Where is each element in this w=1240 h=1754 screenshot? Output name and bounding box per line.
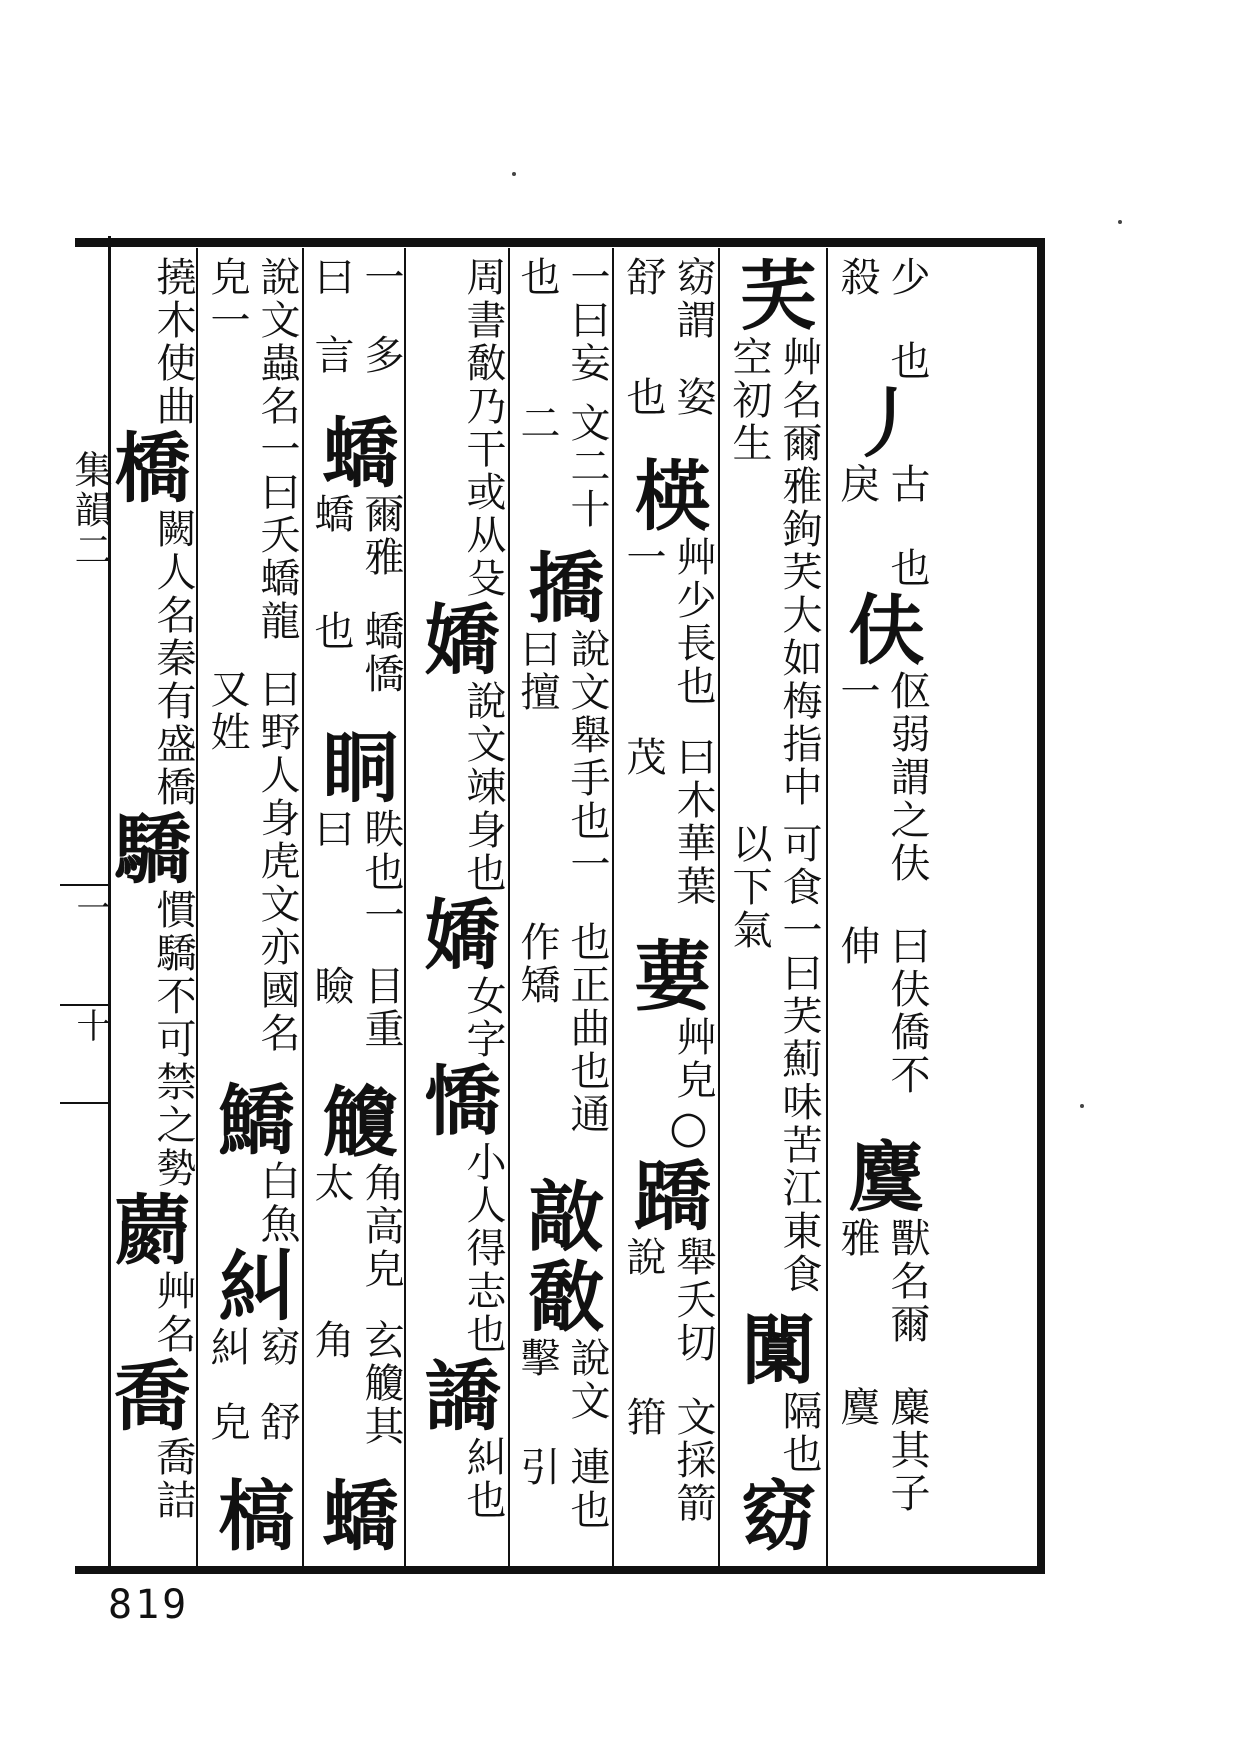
gloss-line: 說文竦	[460, 680, 506, 809]
text-column	[94, 256, 198, 1556]
gloss-line: 禁之勢	[150, 1061, 196, 1190]
gloss	[668, 1016, 718, 1102]
gloss-line: 字	[460, 1018, 506, 1061]
gloss-line: 舒皃	[204, 1401, 300, 1445]
gloss-line: 皃	[670, 1059, 716, 1102]
gloss-line: 艸	[150, 1270, 196, 1313]
gloss-line: 蟜憍也	[308, 610, 404, 697]
gloss-line: 身也	[460, 809, 506, 895]
gloss	[306, 1162, 406, 1476]
gloss-line: 也	[884, 340, 930, 384]
headword: 觼	[310, 1082, 399, 1163]
gloss-line: 目重瞼	[308, 964, 404, 1051]
gloss	[832, 670, 932, 1136]
gloss-line: 喬	[150, 1436, 196, 1479]
headword: 糾	[206, 1246, 295, 1327]
headword: 蘮	[102, 1190, 191, 1270]
headword: 憍	[412, 1061, 501, 1141]
gloss	[458, 256, 508, 600]
text-column	[198, 256, 302, 1556]
gloss-line: 文二十二	[514, 402, 610, 532]
gloss-line: 窈謂舒	[620, 256, 716, 342]
scan-speck	[1118, 220, 1122, 224]
gloss-line: 名	[150, 1313, 196, 1356]
margin-section-number: 一	[70, 890, 110, 924]
headword: 闑	[728, 1310, 817, 1390]
gloss-line: 魚	[254, 1203, 300, 1247]
gloss-line: 一曰	[308, 256, 404, 299]
gloss	[618, 256, 718, 456]
gloss	[512, 256, 612, 548]
headword: 撟	[516, 548, 605, 629]
gloss-line: 也	[776, 1433, 822, 1476]
gloss-line: 也正曲也通作矯	[514, 920, 610, 1136]
gloss-line: 使曲	[150, 342, 196, 428]
gloss	[458, 680, 508, 895]
gloss	[148, 889, 198, 1190]
gloss	[658, 1102, 718, 1156]
gloss-line: 獸名爾雅	[834, 1216, 930, 1346]
headword: 驕	[102, 809, 191, 889]
gloss-line: 女	[460, 975, 506, 1018]
gloss-line: 白	[254, 1160, 300, 1204]
gloss-line: 隔	[776, 1390, 822, 1433]
gloss	[618, 1236, 718, 1556]
gloss	[148, 508, 198, 809]
headword: 嬌	[412, 600, 501, 680]
gloss	[148, 1436, 198, 1522]
text-column	[302, 256, 406, 1556]
gloss-line: 周書敿乃	[460, 256, 506, 428]
headword: 喬	[102, 1356, 191, 1436]
gloss-line: 說文擊	[514, 1336, 610, 1423]
scan-speck	[1080, 1104, 1084, 1108]
gloss-line: 闕人名秦	[150, 508, 196, 680]
margin-section-number: 十	[70, 1008, 110, 1042]
scan-speck	[512, 172, 516, 176]
text-column	[614, 256, 718, 1556]
headword: 伕	[836, 590, 925, 671]
page-number: 819	[108, 1582, 190, 1628]
gloss	[306, 808, 406, 1082]
gloss-line: 舉夭切說	[620, 1236, 716, 1365]
gloss-line: 伛弱謂之伕一	[834, 670, 930, 886]
gloss	[832, 256, 932, 383]
gloss-line: 慣驕不可	[150, 889, 196, 1061]
gloss-line: 詰	[150, 1479, 196, 1522]
gloss	[202, 256, 302, 1080]
text-column	[404, 256, 508, 1556]
headword: 窈	[728, 1476, 817, 1556]
gloss	[148, 256, 198, 428]
gloss-line: 艸少長也一	[620, 536, 716, 708]
gloss	[458, 1141, 508, 1356]
gloss-line: 有盛橋	[150, 680, 196, 809]
gloss	[774, 1390, 824, 1476]
gloss-line: 志也	[460, 1270, 506, 1356]
gloss-line: 也	[460, 1479, 506, 1522]
gloss-line: 一曰妄也	[514, 256, 610, 385]
gloss-line: 曰伕僑不伸	[834, 924, 930, 1097]
gloss-line: 曰野人身虎文亦國名又姓	[204, 668, 300, 1056]
headword: 葽	[622, 936, 711, 1016]
gloss-line: 角高皃太	[308, 1162, 404, 1292]
gloss-line: 玄觼其角	[308, 1319, 404, 1449]
gloss	[202, 1326, 302, 1476]
gloss-line: 麋其子麌	[834, 1386, 930, 1516]
gloss-line: 也	[884, 547, 930, 591]
gloss	[252, 1160, 302, 1246]
headword: 芺	[728, 256, 817, 336]
headword: 丿	[836, 383, 925, 464]
gloss	[458, 975, 508, 1061]
gloss-line: 艸名爾雅鉤芺大如梅指中空初生	[726, 336, 822, 809]
gloss	[306, 493, 406, 728]
text-column	[508, 256, 612, 1556]
gloss-line: 說文舉手也一曰擅	[514, 628, 610, 887]
gloss-line: 少殺	[834, 256, 930, 299]
headword: 眮	[310, 728, 399, 808]
gloss-line: 姿也	[620, 376, 716, 419]
headword: 嬌	[412, 895, 501, 975]
headword: 譑	[412, 1356, 501, 1436]
gloss	[618, 536, 718, 936]
gloss	[306, 256, 406, 413]
gloss-line: 爾雅蟜	[308, 492, 404, 579]
gloss-line: 窈糾	[204, 1326, 300, 1370]
headword: 槁	[206, 1476, 295, 1556]
gloss-line: 撓木	[150, 256, 196, 342]
headword: 麌	[836, 1136, 925, 1217]
gloss-line: 干或从殳	[460, 428, 506, 600]
gloss	[458, 1436, 508, 1522]
gloss-line: 糾	[460, 1436, 506, 1479]
gloss-line: 古戾	[834, 463, 930, 507]
headword: 蹻	[622, 1156, 711, 1236]
gloss-line: 說文蟲名一曰夭蟜龍皃一	[204, 256, 300, 643]
headword: 蟜	[310, 412, 399, 493]
headword: 橋	[102, 428, 191, 508]
gloss-line: ○	[663, 1102, 714, 1156]
gloss	[148, 1270, 198, 1356]
margin-book-title: 集韻二	[68, 450, 112, 570]
gloss-line: 連也引	[514, 1446, 610, 1533]
gloss-line: 曰木華葉茂	[620, 736, 716, 908]
gloss-line: 多言	[308, 334, 404, 378]
gloss-line: 文採箭箝	[620, 1396, 716, 1525]
text-column	[828, 256, 932, 1556]
gloss	[832, 463, 932, 590]
headword: 楧	[622, 456, 711, 536]
headword: 鱎	[206, 1080, 295, 1161]
headword: 敿	[516, 1256, 605, 1337]
gloss-line: 眣也一曰	[308, 808, 404, 937]
gloss-line: 可食一曰芺薊味苦江東食以下氣	[726, 823, 822, 1296]
gloss	[832, 1217, 932, 1556]
gloss	[512, 628, 612, 1176]
gloss-line: 艸	[670, 1016, 716, 1059]
gloss	[512, 1337, 612, 1556]
headword: 㪣	[516, 1176, 605, 1257]
headword: 蟜	[310, 1476, 399, 1556]
gloss	[724, 336, 824, 1310]
text-column	[720, 256, 824, 1556]
gloss-line: 小人得	[460, 1141, 506, 1270]
